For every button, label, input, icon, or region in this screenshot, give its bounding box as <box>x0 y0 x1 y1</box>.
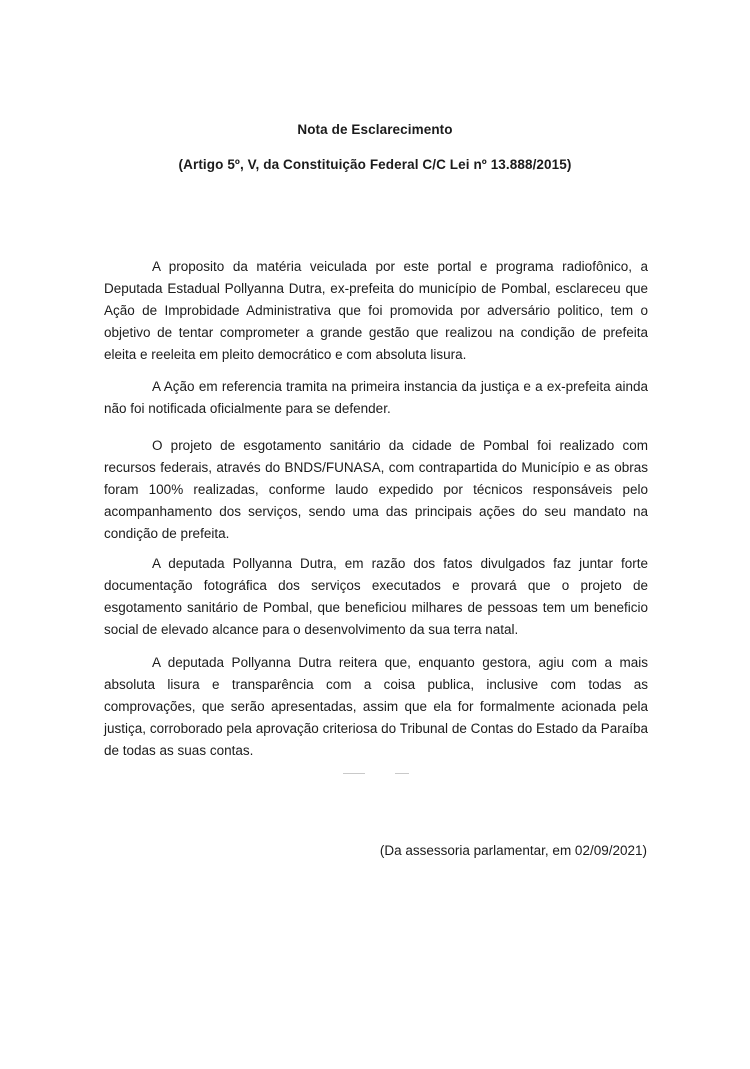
paragraph-1: A proposito da matéria veiculada por este portal e programa radiofônico, a Deputada Estadual Pollyanna Dutra, ex-prefeita do município de Pombal, esclareceu que Ação de Improbidade Administrativa que foi promovida por adversário politico, tem o objetivo de tentar comprometer a grande gestão que realizou na condição de prefeita eleita e reeleita em pleito democrático e com absoluta lisura. <box>104 259 648 362</box>
signature-line: (Da assessoria parlamentar, em 02/09/2021) <box>379 843 647 858</box>
paragraph-3: O projeto de esgotamento sanitário da cidade de Pombal foi realizado com recursos federais, através do BNDS/FUNASA, com contrapartida do Município e as obras foram 100% realizadas, conforme laudo expedido por técnicos responsáveis pelo acompanhamento dos serviços, sendo uma das principais ações do seu mandato na condição de prefeita. <box>104 438 648 541</box>
scan-speck <box>395 773 409 774</box>
paragraph-2: A Ação em referencia tramita na primeira instancia da justiça e a ex-prefeita ainda não foi notificada oficialmente para se defender. <box>104 379 648 416</box>
scan-speck <box>343 773 365 774</box>
document-title: Nota de Esclarecimento <box>297 122 453 137</box>
paragraph-5: A deputada Pollyanna Dutra reitera que, enquanto gestora, agiu com a mais absoluta lisura e transparência com a coisa publica, inclusive com todas as comprovações, que serão apresentadas, assim que ela for formalmente acionada pela justiça, corroborado pela aprovação criteriosa do Tribunal de Contas do Estado da Paraíba de todas as suas contas. <box>104 655 648 758</box>
paragraph-4: A deputada Pollyanna Dutra, em razão dos fatos divulgados faz juntar forte documentação fotográfica dos serviços executados e provará que o projeto de esgotamento sanitário de Pombal, que beneficiou milhares de pessoas tem um beneficio social de elevado alcance para o desenvolvimento da sua terra natal. <box>104 556 648 637</box>
document-subtitle: (Artigo 5º, V, da Constituição Federal C/C Lei nº 13.888/2015) <box>178 157 572 172</box>
